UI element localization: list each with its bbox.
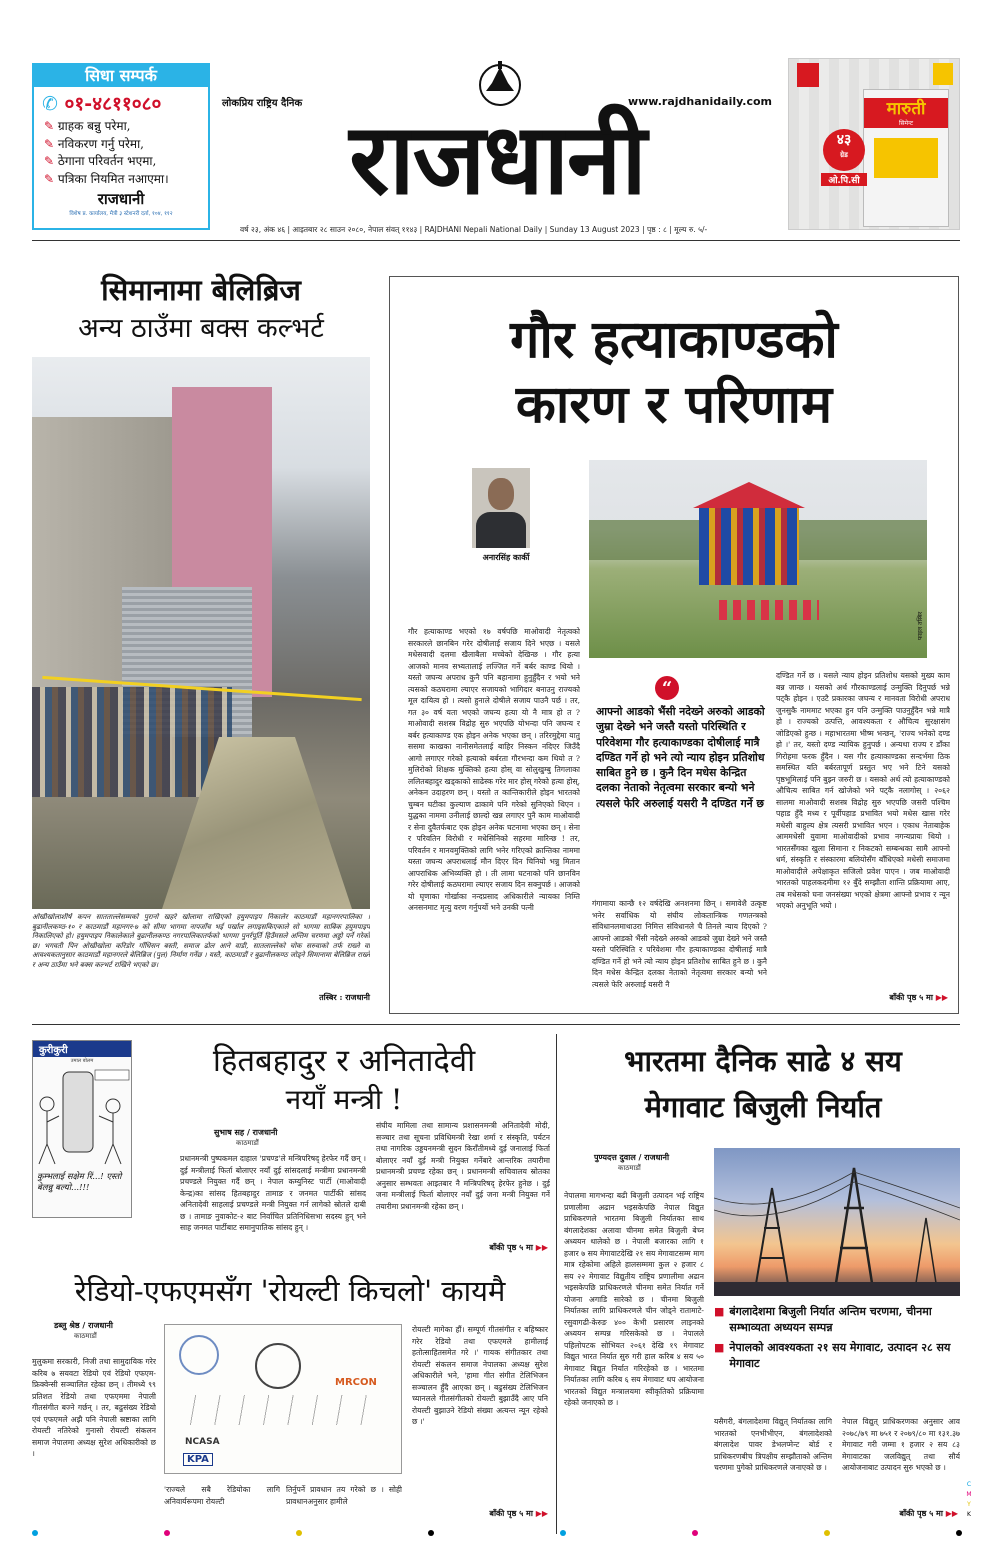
doc-stamp-1 <box>179 1335 219 1375</box>
promo-item: ✎ ठेगाना परिवर्तन भएमा, <box>44 154 157 168</box>
feature-col3: दण्डित गर्ने छ । यसले न्याय होइन प्रतिशोध यसको मुख्य काम बन्न जान्छ । यसको अर्थ गौरकाण्डलाई उन्मुक्ति दिनुपर्छ भन्ने पट्कै होइन । एउटै प्रकारका जघन्य र मानवता विरोधी अपराध जुनसुकै नाममाट भएका हुन पनि उन्मुक्ति पाउनुहुँदैन भन्ने मात्रै हो । राज्यको उत्पत्ति, आवश्यकता र औचित्य सुरक्षासंग जोडिएको हुन्छ । महाभारतमा भीष्म भन्छन्, 'राज्य भनेको दण्ड हो ।' तर, यस्तो दण्ड न्यायिक हुनुपर्छ । अन्यथा राज्य र डाँका गिरोहमा फरक हुँदैन । यस गौर हत्याकाण्डका सन्दर्भमा ठिक समस्थित यति बर्बरतापूर्ण प्रस्तुत भए भने टिने यसको पृष्ठभूमिलाई पनि बुझ्न जरुरी छ । यसको अर्थ त्यो हत्याकाण्डको औचित्य साबित गर्न खोजेको भने पट्कै नलागोस् । २०६२ सालमा माओवादी सशस्त्र विद्रोह सुरु भएपछि जसरी पश्चिम पहाड हुँदै मध्य र पूर्वीपहाड प्रभावित भयो मधेस खास गरेर मधेसी बाहुल्य क्षेत्र त्यसरी प्रभावित भएन । एकाध नेताबाहेक आममधेसी युवामा माओवादीको प्रभाव नगन्यप्रायः थियो । भारतसँगका खुला सिमाना र निकटको सम्बन्धका सामै आफ्नो धर्म, संस्कृति र संस्कारमा बलियोसँग बाँधिएको मधेसी समाजमा माओवादीले अपेक्षाकृत सजिलो प्रवेश पाएन । जब माओवादी भारतको पाहलकदमीमा १२ बुँदे सम्झौता शान्ति प्रक्रियामा आए, तब मधेसको घना जनसंख्या भएको क्षेत्रमा आफ्नो प्रभाव र न्यून भएको अनुभूति भयो । <box>776 671 950 910</box>
feature-headline-line1: गौर हत्याकाण्डको <box>510 309 838 370</box>
bag-yellow-area <box>874 138 938 178</box>
story4-col3: नेपाल विद्युत् प्राधिकरणका अनुसार आव २०७८/७९ मा ७५१ र २०७९/८० मा १३१.३७ मेगावाट गरी जम्मा १ हजार २ सय ८३ मेगावाटका जलविद्युत् तथा सौर्य आयोजनाबाट उत्पादन सुरु भएको छ । <box>842 1417 960 1472</box>
feature-headline-line2: कारण र परिणाम <box>515 374 833 435</box>
story4-col2: यसैगरी, बंगलादेशमा विद्युत् निर्यातका लागि भारतको एनभीभीएन, बंगलादेशको बंगलादेश पावर डेभलप्मेन्ट बोर्ड र प्राधिकरणबीच त्रिपक्षीय सम्झौताको अन्तिम चरणमा पुगेको प्राधिकरणले जनाएको छ । <box>714 1417 832 1472</box>
promo-item: ✎ नविकरण गर्नु परेमा, <box>44 136 144 151</box>
grade-circle: ४३ ग्रेड <box>823 129 865 171</box>
cartoon-artist: उमाल बोलम <box>70 1058 94 1064</box>
author-portrait <box>472 468 530 548</box>
doc-logo-mrcon: MRCON <box>335 1377 377 1388</box>
story2-col1: प्रधानमन्त्री पुष्पकमल दाहाल 'प्रचण्ड'ले मन्त्रिपरिषद् हेरफेर गर्दै छन् । दुई मन्त्रीलाई फिर्ता बोलाएर नयाँ दुई सांसदलाई मन्त्रीमा प्रधानमन्त्री प्रचण्डले नियुक्त गर्दै छन् । नेपाल कम्युनिस्ट पार्टी (माओवादी केन्द्र)का सांसद हितबहादुर तामाङ र जनमत पार्टीकी सांसद अनितादेवी साहलाई प्रचण्डले मन्त्री नियुक्त गर्न लागेको स्रोतले दाबी छ । तामाङ नुवाकोट-२ बाट निर्वाचित प्रतिनिधिसभा सदस्य हुन् भने साह जनमत पार्टीबाट समानुपातिक सांसद हुन् । <box>180 1154 366 1232</box>
royalty-document-image <box>164 1324 402 1474</box>
phone-icon: ✆ <box>42 93 58 115</box>
ad-badge <box>797 63 819 87</box>
vertical-rule <box>556 1034 557 1534</box>
issue-info: वर्ष २३, अंक ४६ | आइतबार २८ साउन २०८०, नेपाल संवत् ११४३ | RAJDHANI Nepali National Daily | Sunday 13 August 2023 | पृष्ठ : ८ | मूल्य रु. ५/- <box>240 225 708 234</box>
story4-photo-transmission-towers <box>714 1148 960 1296</box>
promo-title: सिधा सम्पर्क <box>34 65 208 87</box>
ad-brand: मारुती <box>886 99 926 119</box>
story1-caption: ओखीखोलाशीर्ष कपन सातताल्लेसम्मको पुरानो खहरे खोलामा राखिएको हयुमपाइप निकालेर काठमाडौं महानगरपालिका । बुढानीलकण्ठ-१० र काठमाडौं महानगर-७ को सीमा भागमा नापजाँच भई पर्खाल लगाइसकिएकाले सो भागमा साबिक हयुमपाइप निकालिएको हो। हयुमपाइप निकालेकाले बुढानीलकण्ठ नगरपालिकातर्फको भागमा पुनर्रपूर्ति हिउँमसले अन्तिम चरणमा अड्डो पर्ने गरेको छ। भगवती पिन ओखीखोला करिडोर गाँधिसन बस्ती, समाज ढोल आने वाडी, सातलाल्लेको चोक सरुवाको तर्फ राख्ने वा आवश्यकतानुसार काठमाडौं महानगरले बेलिब्रिज (पुल) निर्माण गर्नेछ । यस्तै, काठमाडौं र बुढानीलकण्ठ जोड्ने सिमानामा बेलिब्रिज राख्ने र अन्य ठाउँमा भने बक्स कल्भर्ट राखिने भएको छ। <box>32 913 370 969</box>
photo-tent <box>699 505 799 585</box>
story4-col1: नेपालमा मागभन्दा बढी बिजुली उत्पादन भई राष्ट्रिय प्रणालीमा अढान भइसकेपछि नेपाल विद्युत प्राधिकरणले भारतमा बिजुली निर्यातका साथ बंगलादेशका अलावा चीनमा समेत बिजुली बेच्न अध्ययन थालेको छ । नेपाली बजारका लागि १ हजार ७ सय मेगावाटदेखि २१ सय मेगावाटसम्म माग मात्र रहेकोमा अहिले हालसम्ममा कुल २ हजार ८ सय २२ मेगावाट विद्युतीय राष्ट्रिय प्रणालीमा अढान भइसकेपछि प्राधिकरणले चीनमा समेत निर्यात गर्ने योजना अगाडि सारेको छ । चीनमा बिजुली निर्यातका लागि प्राधिकरणले चीन जोड्ने रातामाटे-रसुवागढी-केरुङ ४०० केभी प्रसारण लाइनको अध्ययन सम्पन्न गरिसकेको छ । नेपालले पहिलोपटक सोभियत २०६१ देखि १९ मेगावाट विद्युत भारत निर्यात सुरु गरी हाल करिब ४ सय ५० मेगावाट बिद्युत निर्यात गरिरहेको छ । भारतमा निर्यातका लागि करिब ६ सय मेगावाट थप आयोजना भारतको विद्युत मन्त्रालयमा स्वीकृतिको प्रक्रियामा रहेको जनाएको छ । <box>564 1191 704 1407</box>
promo-item: ✎ ग्राहक बन्नु परेमा, <box>44 119 131 133</box>
promo-logo: राजधानी <box>97 190 145 208</box>
story3-headline: रेडियो-एफएमसँग 'रोयल्टी किचलो' कायमै <box>74 1274 506 1308</box>
feature-pullquote: आफ्नो आडको भैंसी नदेख्ने अरुको आडको जुम्रा देख्ने भने जस्तै यस्तो परिस्थिति र परिवेशमा गौर हत्याकाण्डका दोषीलाई मात्रै दण्डित गर्ने हो भने त्यो न्याय होइन प्रतिशोध साबित हुने छ । कुनै दिन मधेस केन्द्रित दलका नेताको नेतृत्वमा सरकार बन्यो भने त्यसले फेरि अरुलाई यसरी नै दण्डित गर्ने छ <box>596 705 765 810</box>
arrow-right-icon: ▶▶ <box>535 1509 548 1518</box>
promo-footer: विशेष प्र. कार्यालय, मैत्री ३ स्टेशनरी दर्ता, १०४, ११२ <box>69 211 173 217</box>
story4-place: काठमाडौं <box>618 1164 641 1172</box>
story1-credit: तस्बिर : राजधानी <box>319 992 370 1002</box>
story1-subhead: अन्य ठाउँमा बक्स कल्भर्ट <box>78 313 324 344</box>
story3-col1: मुलुकमा सरकारी, निजी तथा सामुदायिक गरेर करिब ७ सयवटा रेडियो एवं रेडियो एफएम-फ्रिक्वेन्सी सञ्चालित रहेका छन् । तीमध्ये ९९ प्रतिशत रेडियो तथा एफएममा नेपाली गीतसंगीत बज्ने गर्छन् । तर, बढुसंख्य रेडियो एवं एफएमले अझै पनि नेपाली स्रष्टाका लागि रोयल्टी नतिरेको गुनासो रोयल्टी संकलन समाज नेपालमा अध्यक्ष सुरेश अधिकारीको छ । <box>32 1357 156 1458</box>
story3-continued[interactable]: बाँकी पृष्ठ ५ मा ▶▶ <box>489 1509 548 1518</box>
doc-signatures <box>185 1395 385 1425</box>
pen-icon: ✎ <box>44 171 55 186</box>
photo-chairs <box>719 600 819 620</box>
photo-tent-roof <box>693 482 805 508</box>
story3-byline: डब्लु श्रेष्ठ / राजधानी <box>54 1321 113 1330</box>
story3-img-caption2: तिर्नुपर्ने प्रावधान तय गरेको छ । सोही प्रावधानअनुसार हामीले <box>286 1485 402 1506</box>
ad-sub: सिमेन्ट <box>898 120 914 127</box>
bag-red-band <box>864 98 948 128</box>
doc-logo-ncasa: NCASA <box>185 1437 220 1447</box>
story1-headline: सिमानामा बेलिब्रिज <box>101 273 301 307</box>
feature-photo-tent <box>589 460 927 658</box>
square-bullet-icon: ■ <box>714 1305 725 1318</box>
story4-bullets <box>714 1304 960 1372</box>
story2-col2: संघीय मामिला तथा सामान्य प्रशासनमन्त्री अनितादेवी मोदी, सञ्चार तथा सूचना प्रविधिमन्त्री रेखा शर्मा र संस्कृति, पर्यटन तथा नागरिक उड्डयनमन्त्री सुदन किराँतीमध्ये दुई जनालाई फिर्ता बोलाएर नयाँ दुई मन्त्री नियुक्त गर्नेबारे आन्तरिक तयारीमा प्रधानमन्त्री प्रचण्ड रहेका छन् । प्रधानमन्त्री सचिवालय स्रोतका अनुसार सम्भवतः आइतबार नै मन्त्रिपरिषद् हेरफेर हुनेछ । दुई जना मन्त्रीलाई फिर्ता बोलाएर नयाँ दुई जना मन्त्री नियुक्त गर्ने तयारीमा प्रधानमन्त्री रहेका छन् । <box>376 1121 550 1211</box>
tagline: लोकप्रिय राष्ट्रिय दैनिक <box>222 98 303 109</box>
story1-photo-bridge-site <box>32 357 370 909</box>
doc-stamp-2 <box>255 1343 301 1389</box>
feature-photo-credit: फाइल तस्बिर <box>917 611 924 640</box>
story4-headline-line1: भारतमा दैनिक साढे ४ सय <box>624 1044 902 1078</box>
arrow-right-icon: ▶▶ <box>945 1509 958 1518</box>
feature-col1: गौर हत्याकाण्ड भएको १७ वर्षपछि माओवादी नेतृत्वको सरकारले छानबिन गरेर दोषीलाई सजाय दिने भएछ । यसले मधेसवादी दलमा खैलाबैला मच्चेको देखिन्छ । गौर हत्या आजको मानव सभ्यतालाई लज्जित गर्ने बर्बर काण्ड थियो । यस्तो जघन्य अपराध कुनै पनि बहानामा हुनुहुँदैन र भयो भने त्यसको कठघरामा ल्याएर सजायको भागिदार बनाउनु राज्यको मूल दायित्व हो । त्यसो हुनाले दोषीले सजाय पाउनै पर्छ । तर, गत ३० वर्ष यता भएको जघन्य हत्या यो नै मात्र हो त ? माओवादी सशस्त्र विद्रोह सुरु भएपछि योभन्दा पनि जघन्य र बर्बर हत्याकाण्ड एक होइन अनेक भएका छन् । तरिरमुद्देमा यातु ससमा काखका नानीसमेतलाई बाहिर निस्कन नदिएर जिउँदै आगो लगाएर गरेको हत्याको बर्बरता गौरभन्दा कम थियो त ? मुलिरोको शिक्षक मुक्तिको हत्या होस् वा सोलुखुम्बु तिगलाका ललितबहादुर खड्काको साढेस्क गरेर मार होस् गरेको हत्या होस्, अनेकन उदाहरण छन् । यस्तो त कान्तिकारीले होइन भारतको चुम्बन घटीका कुल्याण ढाकामे पनि गरेको सुनिएको थिएन । युद्धका नाममा उनीलाई छाल्दो खन्न लगाएर पुनै काम माओवादी र सेना दुवैतर्फबाट एक होइन अनेक घटनामा भएका छन् । सेना र परिवतिन विरोधी र मधेसिनिको सहरमा मारिन्छ ! तर, परिवर्तन र मानवमुक्तिको लागि भनेर गरिएको क्रान्तिका नाममा यस्ता जघन्य अपराधलाई मौन दिएर दिन चिनियो भन्नु मितान आपराधिक अभिव्यक्ति हो । ती लामा घटनाको पनि छानविन गरेर दोषीलाई कठघरामा ल्याएर सजाय दिन सक्नुपर्छ । आजको यो घृणाका गोर्खाका नन्दप्रसाद अधिकारीले न्यायका निम्ति अनसनमाट मृत्यु वरण गर्नुपर्यो भने उनकी पत्नी <box>408 627 580 912</box>
cmyk-marks: C M Y K <box>966 1481 972 1518</box>
mid-rule <box>32 1024 960 1025</box>
newspaper-name: राजधानी <box>349 102 645 217</box>
masthead-rule <box>32 240 960 241</box>
cement-advertisement[interactable] <box>788 58 960 230</box>
pen-icon: ✎ <box>44 136 55 151</box>
bullet-item: ■ नेपालको आवश्यकता २१ सय मेगावाट, उत्पादन २८ सय मेगावाट <box>714 1341 951 1370</box>
cartoon-speech: कुम्भलाई सक्षेम रिं...! एस्तो बेलन्नु बल्यो...!!! <box>37 1172 122 1193</box>
pen-icon: ✎ <box>44 154 55 168</box>
photo-crowd <box>32 687 232 797</box>
website[interactable]: www.rajdhanidaily.com <box>627 95 772 108</box>
bullet-item: ■ बंगलादेशमा बिजुली निर्यात अन्तिम चरणमा, चीनमा सम्भाव्यता अध्ययन सम्पन्न <box>714 1305 932 1334</box>
masthead <box>222 55 772 240</box>
story3-img-caption1: 'राज्यले सबै रेडियोका लागि अनिवार्यरूपमा रोयल्टी <box>164 1485 280 1506</box>
feature-author: अनारसिंह कार्की <box>482 553 530 562</box>
story2-headline-line1: हितबहादुर र अनितादेवी <box>212 1043 476 1079</box>
story2-headline-line2: नयाँ मन्त्री ! <box>285 1083 403 1116</box>
story4-continued[interactable]: बाँकी पृष्ठ ५ मा ▶▶ <box>899 1509 958 1518</box>
promo-items <box>34 116 208 188</box>
arrow-right-icon: ▶▶ <box>935 993 948 1002</box>
ad-type: ओ.पि.सी <box>821 173 867 186</box>
story2-place: काठमाडौं <box>236 1139 259 1147</box>
pen-icon: ✎ <box>44 119 55 133</box>
quote-icon: “ <box>655 676 679 700</box>
story2-byline: सुभाष सह / राजधानी <box>214 1128 278 1137</box>
registration-dots <box>32 1530 962 1538</box>
promo-phone: ✆ ०१-४८११०८० <box>42 93 162 115</box>
feature-continued[interactable]: बाँकी पृष्ठ ५ मा ▶▶ <box>889 993 948 1002</box>
doc-logo-kpa: KPA <box>183 1453 213 1466</box>
arrow-right-icon: ▶▶ <box>535 1243 548 1252</box>
cartoon-drawing-icon <box>33 1064 131 1172</box>
cartoon-box <box>32 1040 132 1218</box>
ad-corner-logo <box>933 63 953 85</box>
portrait-face <box>488 478 514 510</box>
promo-item: ✎ पत्रिका नियमित नआएमा। <box>44 171 169 186</box>
story3-place: काठमाडौं <box>74 1332 97 1340</box>
story3-col2: रोयल्टी मागेका हौं। सम्पूर्ण गीतसंगीत र बहिष्कार गरेर रेडियो तथा एफएमले हामीलाई हतोत्साहितसमेत गरे ।' गायक संगीतकार तथा रोयल्टी संकलन समाज नेपालका अध्यक्ष सुरेश अधिकारीले भने, 'हामा गीत संगीत टेलिभिजन सञ्चालन हुँदै आएका छन् । बढुसंख्य टेलिभिजन च्यानलले गीतसंगीतको रोयल्टी बुझाउँदै आए पनि रोयल्टी बुझाउने रेडियो संख्या अत्यन्त न्यून रहेको छ ।' <box>412 1325 548 1426</box>
left-promo-box <box>32 63 210 230</box>
feature-col2: गंगामाया कान्छै १२ वर्षदेखि अनशनमा छिन् । समावेशै उत्कृष्ट भनेर सर्वाधिक यो संघीय लोकतान्त्रिक गणतन्त्रको संविधानलमाथाउरा निमित्त संविधानले चै तिनले न्याय दिएको ? आफ्नो आडको भैंसी नदेख्ने अरुको आडको जुम्रा देख्ने भने जस्तै यस्तो परिस्थिति र परिवेशमा गौर हत्याकाण्डका दोषीलाई मात्रै दण्डित गर्ने हो भने त्यो न्याय होइन प्रतिशोध साबित हुने छ । कुनै दिन मधेस केन्द्रित दलका नेताको नेतृत्वमा सरकार बन्यो भने त्यसले फेरि अरुलाई यसरी नै <box>592 899 767 989</box>
cement-bag <box>863 89 949 227</box>
story4-byline: पुण्यदत्त दुवाल / राजधानी <box>594 1153 670 1162</box>
tower-silhouette-icon <box>714 1148 960 1296</box>
portrait-jacket <box>476 512 526 548</box>
story4-headline-line2: मेगावाट बिजुली निर्यात <box>644 1090 882 1124</box>
cartoon-label: कुरीकुरी <box>33 1041 131 1057</box>
story2-continued[interactable]: बाँकी पृष्ठ ५ मा ▶▶ <box>489 1243 548 1252</box>
square-bullet-icon: ■ <box>714 1341 725 1354</box>
